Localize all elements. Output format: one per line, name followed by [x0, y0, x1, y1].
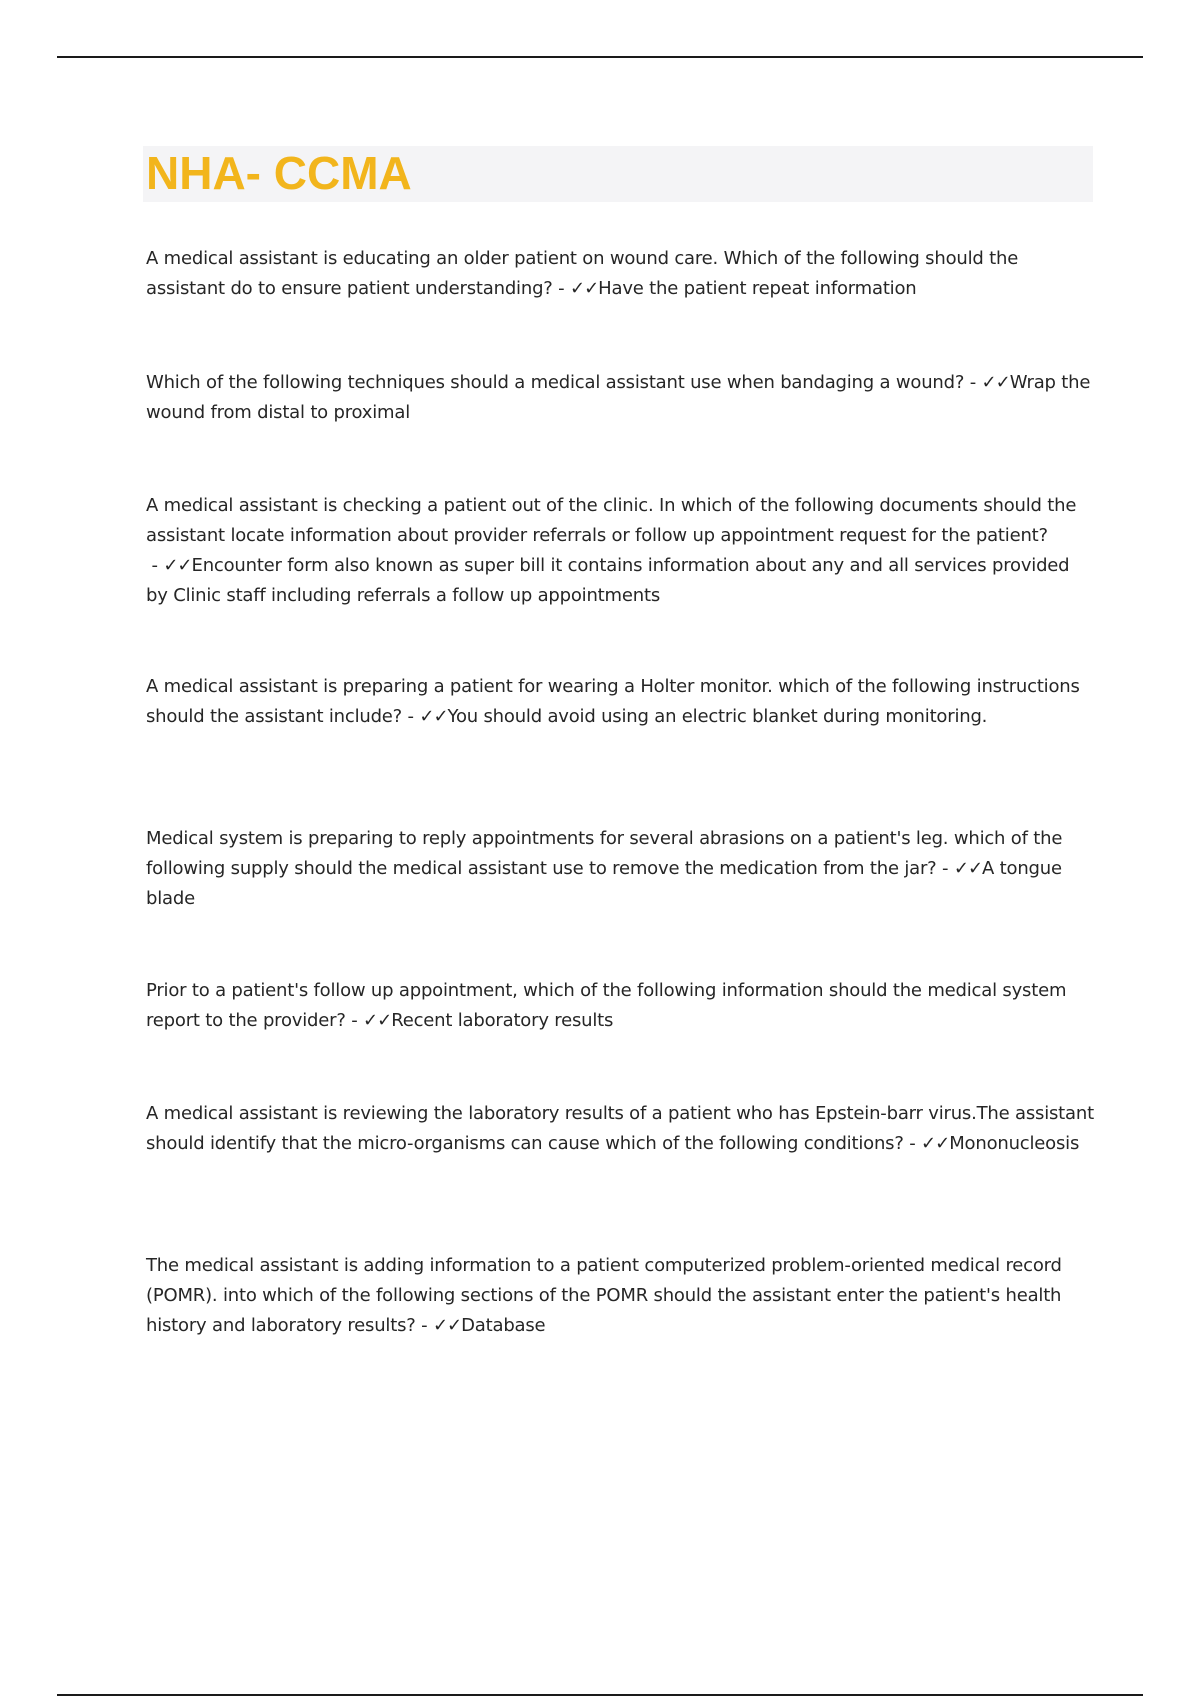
answer-text: Have the patient repeat information — [598, 278, 917, 299]
question-text: A medical assistant is preparing a patient for wearing a Holter monitor. which of the following instructions should the assistant include? — [146, 676, 1080, 727]
check-icon: ✓✓ — [163, 555, 192, 576]
check-icon: ✓✓ — [419, 706, 448, 727]
separator: - — [903, 1133, 922, 1154]
separator: - — [415, 1315, 433, 1336]
separator: - — [964, 372, 982, 393]
check-icon: ✓✓ — [432, 1315, 462, 1336]
qa-item-4 — [146, 672, 1096, 732]
separator: - — [552, 278, 570, 299]
question-text: Medical system is preparing to reply appointments for several abrasions on a patient's leg. which of the following supply should the medical assistant use to remove the medication from the jar? — [146, 828, 1063, 879]
answer-text: You should avoid using an electric blanket during monitoring. — [447, 706, 988, 727]
bottom-rule — [57, 1694, 1143, 1696]
separator: - — [146, 555, 164, 576]
answer-text: Mononucleosis — [949, 1133, 1080, 1154]
check-icon: ✓✓ — [953, 858, 983, 879]
answer-text: Wrap the wound from distal to proximal — [146, 372, 1091, 423]
qa-item-6 — [146, 976, 1096, 1036]
separator: - — [936, 858, 954, 879]
check-icon: ✓✓ — [921, 1133, 950, 1154]
question-text: A medical assistant is reviewing the laboratory results of a patient who has Epstein-barr virus.The assistant should identify that the micro-organisms can cause which of the following conditions? — [146, 1103, 1094, 1154]
check-icon: ✓✓ — [570, 278, 599, 299]
check-icon: ✓✓ — [981, 372, 1010, 393]
top-rule — [57, 56, 1143, 58]
separator: - — [345, 1010, 364, 1031]
answer-text: Database — [461, 1315, 546, 1336]
separator: - — [402, 706, 420, 727]
qa-item-8 — [146, 1251, 1096, 1341]
question-text: The medical assistant is adding information to a patient computerized problem-oriented medical record (POMR). into which of the following sections of the POMR should the assistant enter the patient's health history and laboratory results? — [146, 1255, 1062, 1336]
document-title: NHA- CCMA — [146, 147, 412, 199]
question-text: A medical assistant is checking a patient out of the clinic. In which of the following documents should the assistant locate information about provider referrals or follow up appointment request for the patient? — [146, 495, 1077, 546]
question-text: Which of the following techniques should a medical assistant use when bandaging a wound? — [146, 372, 965, 393]
qa-item-7 — [146, 1099, 1096, 1159]
question-text: Prior to a patient's follow up appointment, which of the following information should the medical system report to the provider? — [146, 980, 1067, 1031]
qa-item-5 — [146, 824, 1096, 914]
question-text: A medical assistant is educating an older patient on wound care. Which of the following should the assistant do to ensure patient understanding? — [146, 248, 1019, 299]
check-icon: ✓✓ — [363, 1010, 392, 1031]
qa-item-1 — [146, 244, 1096, 304]
qa-item-2 — [146, 368, 1096, 428]
qa-item-3 — [146, 491, 1096, 611]
answer-text: A tongue blade — [146, 858, 1062, 909]
answer-text: Encounter form also known as super bill it contains information about any and all services provided by Clinic staff including referrals a follow up appointments — [146, 555, 1070, 606]
answer-text: Recent laboratory results — [391, 1010, 614, 1031]
